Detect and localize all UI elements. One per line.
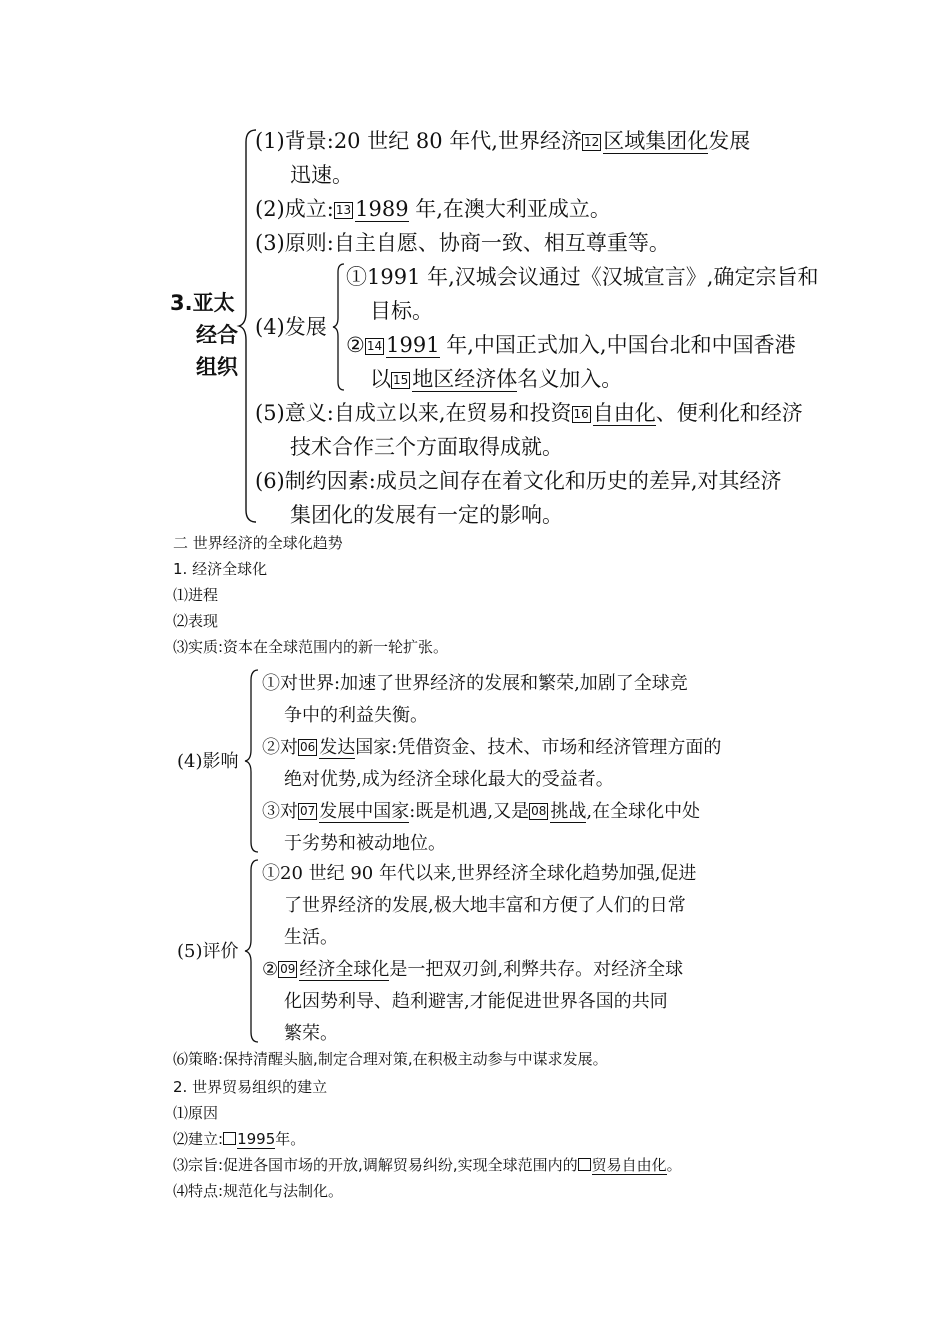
evaluation-2b: 化因势利导、趋利避害,才能促进世界各国的共同 [284,991,668,1012]
dev-brace-icon [332,262,346,392]
evaluation-1b: 了世界经济的发展,极大地丰富和方便了人们的日常 [284,895,686,916]
impact-3: ③对 07 发展中国家:既是机遇,又是 08 挑战,在全球化中处 [262,801,701,822]
impact-brace-icon [244,668,260,854]
apec-background: (1)背景:20 世纪 80 年代,世界经济 12 区域集团化发展 [255,129,751,153]
impact-2b: 绝对优势,成为经济全球化最大的受益者。 [284,769,614,790]
apec-principle: (3)原则:自主自愿、协商一致、相互尊重等。 [255,231,670,255]
apec-significance: (5)意义:自成立以来,在贸易和投资 16 自由化、便利化和经济 [255,401,803,425]
wto-features: ⑷特点:规范化与法制化。 [173,1182,344,1200]
section-heading: 二 世界经济的全球化趋势 [173,534,343,552]
item-strategy: ⑹策略:保持清醒头脑,制定合理对策,在积极主动参与中谋求发展。 [173,1050,608,1068]
apec-dev-1: ①1991 年,汉城会议通过《汉城宣言》,确定宗旨和 [346,265,819,289]
apec-title-3: 组织 [196,355,238,379]
apec-title-1: 3.亚太 [170,291,235,315]
subsection-globalization: 1. 经济全球化 [173,560,268,578]
item-manifestation: ⑵表现 [173,612,219,630]
wto-reason: ⑴原因 [173,1104,219,1122]
item-process: ⑴进程 [173,586,219,604]
subsection-wto: 2. 世界贸易组织的建立 [173,1078,328,1096]
impact-1b: 争中的利益失衡。 [284,705,428,726]
apec-background-2: 迅速。 [290,163,353,187]
evaluation-label: (5)评价 [177,941,239,962]
apec-established: (2)成立: 13 1989 年,在澳大利亚成立。 [255,197,611,221]
apec-significance-2: 技术合作三个方面取得成就。 [290,435,563,459]
blank-box-icon [223,1132,236,1145]
evaluation-1: ①20 世纪 90 年代以来,世界经济全球化趋势加强,促进 [262,863,697,884]
apec-dev-2: ② 14 1991 年,中国正式加入,中国台北和中国香港 [346,333,796,357]
apec-title-2: 经合 [196,323,238,347]
wto-established: ⑵建立: 1995年。 [173,1130,306,1148]
impact-1: ①对世界:加速了世界经济的发展和繁荣,加剧了全球竞 [262,673,688,694]
wto-purpose: ⑶宗旨:促进各国市场的开放,调解贸易纠纷,实现全球范围内的 贸易自由化。 [173,1156,682,1174]
evaluation-1c: 生活。 [284,927,338,948]
evaluation-2c: 繁荣。 [284,1023,338,1044]
blank-box-icon [578,1158,591,1171]
apec-dev-2b: 以 15 地区经济体名义加入。 [370,367,623,391]
evaluation-2: ② 09 经济全球化是一把双刃剑,利弊共存。对经济全球 [262,959,684,980]
impact-label: (4)影响 [177,751,239,772]
impact-2: ②对 06 发达国家:凭借资金、技术、市场和经济管理方面的 [262,737,722,758]
apec-dev-1b: 目标。 [370,299,433,323]
impact-3b: 于劣势和被动地位。 [284,833,446,854]
apec-constraint-2: 集团化的发展有一定的影响。 [290,503,563,527]
apec-constraint: (6)制约因素:成员之间存在着文化和历史的差异,对其经济 [255,469,782,493]
evaluation-brace-icon [244,858,260,1044]
apec-development-label: (4)发展 [255,315,327,339]
item-essence: ⑶实质:资本在全球范围内的新一轮扩张。 [173,638,449,656]
